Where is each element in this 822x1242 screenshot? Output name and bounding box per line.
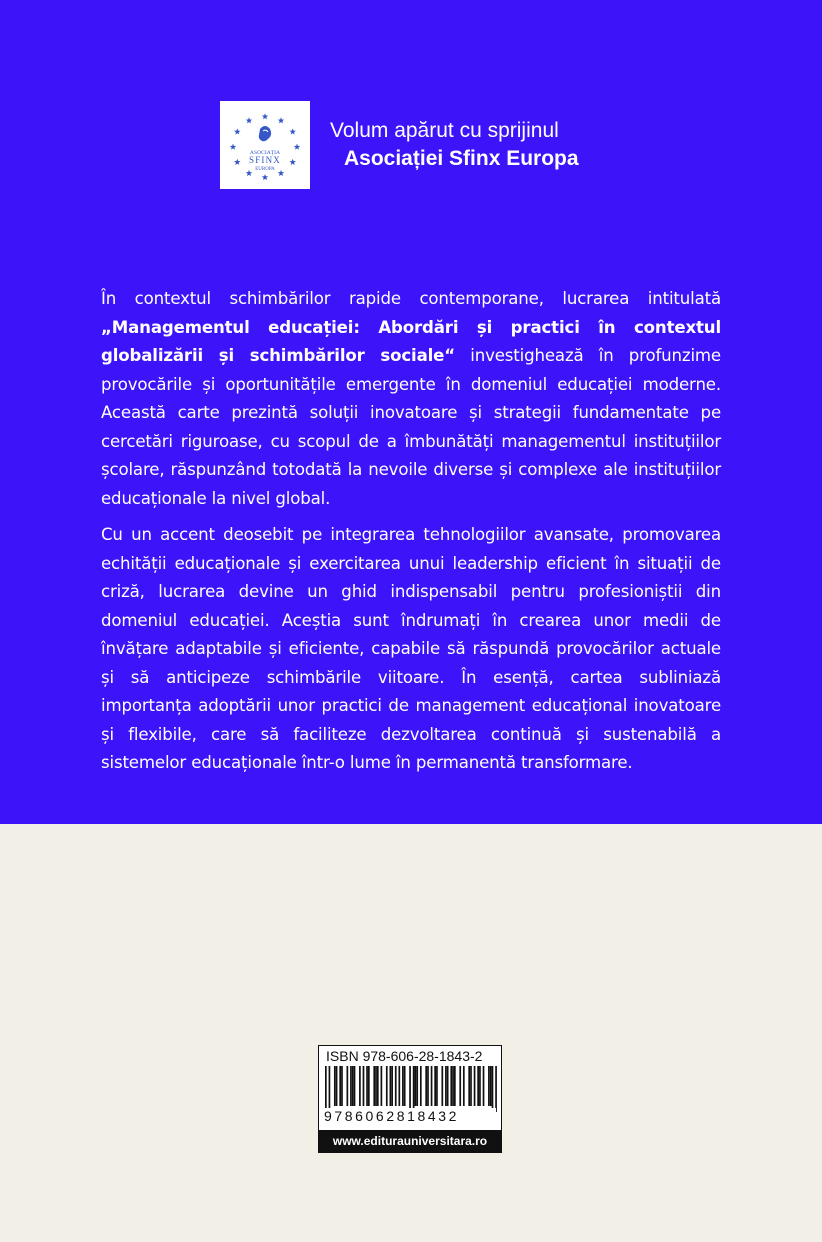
logo-star-icon [289, 159, 295, 165]
barcode-bar [441, 1066, 443, 1106]
barcode-bar [377, 1066, 379, 1106]
barcode-bar [409, 1066, 411, 1112]
barcode-bar [492, 1066, 494, 1112]
barcode-bar [352, 1066, 354, 1106]
description-p1-rest: investighează în profunzime provocările și oportunitățile emergente în domeniul educației moderne. Această carte prezintă soluții inovatoare și strategii fundamentate pe cercetări riguroase, cu scopul de a îmbunătăți managementul instituțiilor școlare, răspunzând totodată la nevoile diverse și complexe ale instituțiilor educaționale la nivel global. [101, 346, 721, 508]
logo-star-icon [246, 170, 252, 176]
barcode-bar [495, 1066, 497, 1112]
description-paragraph-2: Cu un accent deosebit pe integrarea tehnologiilor avansate, promovarea echității educaționale și exercitarea unui leadership eficient în situații de criză, lucrarea devine un ghid indispensabil pentru profesioniștii din domeniul educației. Aceștia sunt îndrumați în crearea unor medii de învățare adaptabile și eficiente, capabile să răspundă provocărilor actuale și să anticipeze schimbările viitoare. În esență, cartea subliniază importanța adoptării unor practici de management educațional inovatoare și flexibile, care să faciliteze dezvoltarea continuă și sustenabilă a sistemelor educaționale într-o lume în permanentă transformare. [101, 525, 721, 772]
barcode-bar [420, 1066, 422, 1106]
barcode-bar [325, 1066, 327, 1112]
description-paragraph-1 [101, 285, 721, 513]
barcode-bar [350, 1066, 352, 1106]
barcode-bar [454, 1066, 456, 1106]
barcode-bar [413, 1066, 415, 1112]
barcode-bar [416, 1066, 418, 1106]
barcode-bar [395, 1066, 397, 1106]
barcode-bar [463, 1066, 465, 1106]
barcode-bar [459, 1066, 461, 1106]
publisher-website: www.editurauniversitara.ro [319, 1130, 501, 1152]
barcode-bar [490, 1066, 492, 1106]
barcode-bar [468, 1066, 470, 1106]
barcode-bar [445, 1066, 447, 1106]
barcode-bar [339, 1066, 341, 1106]
barcode-bar [474, 1066, 476, 1106]
barcode-bar [450, 1066, 452, 1106]
barcode-bar [470, 1066, 472, 1106]
barcode-bar [390, 1066, 392, 1106]
barcode-bar [336, 1066, 338, 1106]
logo-star-icon [234, 159, 240, 165]
isbn-label: ISBN 978-606-28-1843-2 [326, 1048, 483, 1064]
logo-star-icon [262, 113, 268, 119]
barcode-bar [347, 1066, 349, 1106]
barcode-bar [402, 1066, 404, 1106]
barcode-bar [415, 1066, 417, 1106]
sponsor-line-2: Asociației Sfinx Europa [344, 147, 579, 170]
logo-star-icon [294, 144, 300, 150]
sponsor-line-1: Volum apărut cu sprijinul [330, 119, 559, 142]
book-description [101, 285, 721, 778]
barcode-bar [436, 1066, 438, 1106]
barcode-bar [452, 1066, 454, 1106]
logo-star-icon [278, 170, 284, 176]
barcode-bar [434, 1066, 436, 1106]
logo-text-sfinx: SFINX [248, 155, 282, 165]
logo-star-icon [278, 117, 284, 123]
barcode-bar [391, 1066, 393, 1106]
barcode-bar [425, 1066, 427, 1106]
logo-star-icon [230, 144, 236, 150]
barcode-bar [381, 1066, 383, 1106]
barcode-bar [398, 1066, 400, 1106]
barcode-bar [329, 1066, 331, 1112]
barcode-digits: 9786062818432 [324, 1108, 496, 1124]
barcode-bar [479, 1066, 481, 1106]
logo-star-icon [289, 128, 295, 134]
sfinx-logo-emblem-icon [220, 101, 310, 189]
barcode-bar [375, 1066, 377, 1106]
barcode-bar [363, 1066, 365, 1106]
book-title-inline: „Managementul educației: Abordări și practici în contextul globalizării și schimbărilor sociale“ [101, 317, 721, 365]
barcode-bar [427, 1066, 429, 1106]
logo-text-europa: EUROPA [255, 167, 275, 172]
logo-star-icon [246, 117, 252, 123]
barcode-bar [431, 1066, 433, 1106]
description-p1-intro: În contextul schimbărilor rapide contemporane, lucrarea intitulată [101, 289, 721, 308]
logo-text-asociatia: ASOCIAȚIA [249, 150, 281, 156]
barcode-bar [483, 1066, 485, 1106]
barcode-bar [354, 1066, 356, 1106]
barcode-bar [341, 1066, 343, 1106]
barcode-bar [386, 1066, 388, 1106]
barcode-bar [447, 1066, 449, 1106]
barcode-bar [477, 1066, 479, 1106]
logo-star-icon [234, 128, 240, 134]
barcode-bar [334, 1066, 336, 1106]
barcode-bar [368, 1066, 370, 1106]
logo-star-icon [262, 174, 268, 180]
barcode-bar [373, 1066, 375, 1106]
barcode-bar [359, 1066, 361, 1106]
barcode-bar [366, 1066, 368, 1106]
isbn-barcode-block [318, 1045, 502, 1153]
barcode-bar [404, 1066, 406, 1106]
barcode-bars-icon [325, 1066, 497, 1112]
barcode-bar [488, 1066, 490, 1106]
sfinx-europa-logo [220, 101, 310, 189]
